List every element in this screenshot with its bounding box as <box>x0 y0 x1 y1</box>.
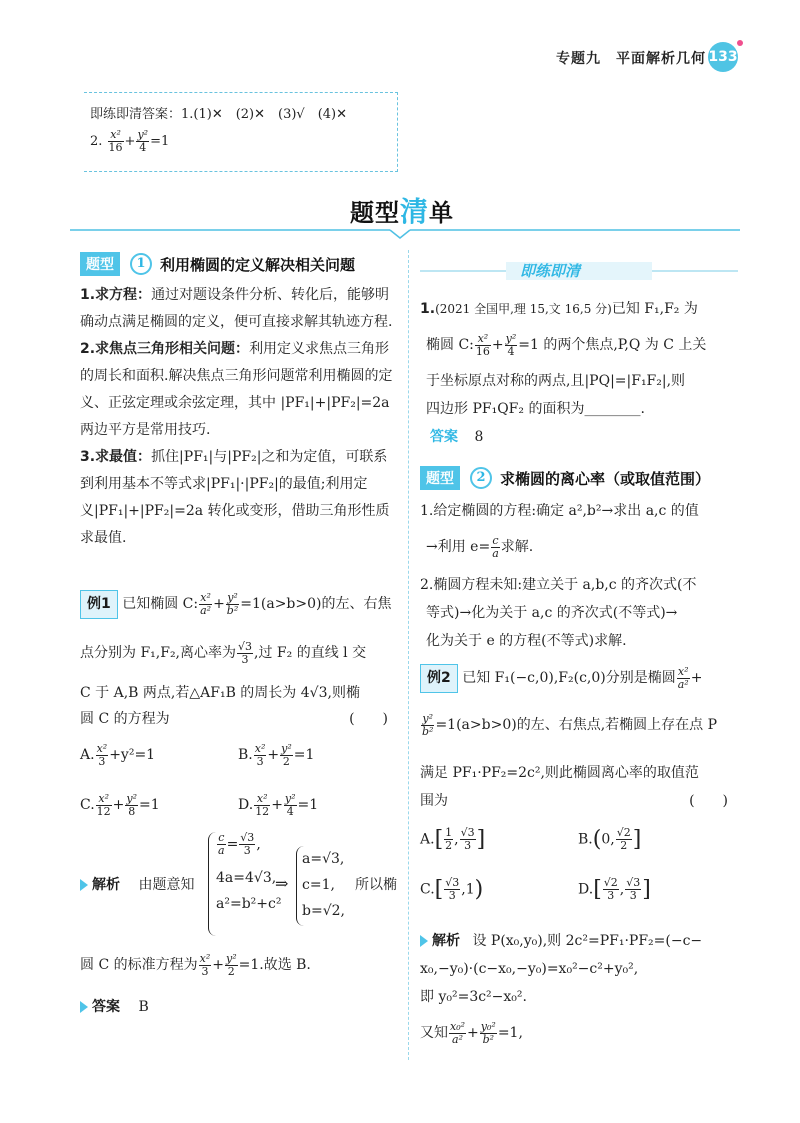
system2-row1: a=√3, <box>302 851 345 867</box>
topic-tag: 题型 <box>420 466 460 490</box>
example1-line4 <box>80 706 400 733</box>
fraction-y2-4: $\frac{\text{y²}}{4}$ <box>137 128 149 154</box>
topic2-item2-line3: 化为关于 e 的方程(不等式)求解. <box>426 633 627 649</box>
fraction-1-2: $\frac{1}{2}$ <box>445 826 453 852</box>
fraction-x2-a2: $\frac{\text{x²}}{\text{a²}}$ <box>677 664 689 691</box>
arrow-icon <box>420 935 428 947</box>
fraction-x2-3: $\frac{\text{x²}}{3}$ <box>96 741 108 768</box>
solution2-text-4b: =1, <box>497 1025 523 1041</box>
q1-number: 1. <box>420 301 436 317</box>
solution-conclusion-b: =1.故选 B. <box>238 957 311 973</box>
option-d: D. $\frac{\text{x²}}{12}$ + $\frac{\text{y²}}{4}$ =1 <box>238 791 319 818</box>
fraction-y2-4: $\frac{\text{y²}}{4}$ <box>505 331 517 358</box>
option-b-label: B. <box>238 747 253 763</box>
option-b: B. $\frac{\text{x²}}{3}$ + $\frac{\text{y²}}{2}$ =1 <box>238 741 315 768</box>
example1-line1: 例1 已知椭圆 C: $\frac{\text{x²}}{\text{a²}}$ + $\frac{\text{y²}}{\text{b²}}$ =1(a>b>0)的左、右焦 <box>80 590 400 619</box>
topic1-title: 利用椭圆的定义解决相关问题 <box>160 255 356 274</box>
answer-line-2-prefix: 2. <box>90 134 103 149</box>
solution2-line1 <box>420 928 740 955</box>
system1-row2: 4a=4√3, <box>216 870 277 886</box>
left-column <box>80 252 400 552</box>
solution2-line4: 又知 $\frac{\text{x₀²}}{\text{a²}}$ + $\frac{\text{y₀²}}{\text{b²}}$ =1, <box>420 1019 523 1046</box>
q1-answer-value: 8 <box>474 429 484 445</box>
fraction-sqrt3-3: $\frac{√3}{3}$ <box>626 876 641 902</box>
fraction-x02-a2: $\frac{\text{x₀²}}{\text{a²}}$ <box>450 1019 466 1046</box>
topic-tag: 题型 <box>80 252 120 276</box>
option-c-label: C. <box>80 797 95 813</box>
item2 <box>80 336 400 444</box>
answer-value: B <box>138 999 149 1015</box>
system-1 <box>216 832 281 915</box>
fraction-y02-b2: $\frac{\text{y₀²}}{\text{b²}}$ <box>480 1019 496 1046</box>
fraction-x2-12: $\frac{\text{x²}}{12}$ <box>96 791 111 818</box>
topic2-title: 求椭圆的离心率（或取值范围） <box>500 469 711 488</box>
fraction-sqrt2-2: $\frac{√2}{2}$ <box>616 826 631 852</box>
option2-d: D.[ $\frac{√2}{3}$ , $\frac{√3}{3}$ ] <box>578 876 651 902</box>
solution-tail: 所以椭 <box>355 877 397 893</box>
example2-tag: 例2 <box>420 664 458 693</box>
fraction-x2-16: $\frac{\text{x²}}{16}$ <box>475 331 490 358</box>
option-a-tail: +y²=1 <box>109 747 156 763</box>
system2-row3: b=√2, <box>302 903 345 919</box>
answer-line-2-suffix: =1 <box>150 134 170 149</box>
option2-c-label: C. <box>420 881 435 898</box>
fraction-sqrt3-3: $\frac{√3}{3}$ <box>460 826 475 852</box>
item3 <box>80 444 400 552</box>
answer-line-1: 即练即清答案：1.(1)✕ (2)✕ (3)√ (4)✕ <box>90 107 348 122</box>
arrow-icon <box>80 1001 88 1013</box>
example1-line3: C 于 A,B 两点,若△AF₁B 的周长为 4√3,则椭 <box>80 685 360 701</box>
fraction-x2-3: $\frac{\text{x²}}{3}$ <box>199 951 211 978</box>
answer-line-2: 2. $\frac{\text{x²}}{16}$ + $\frac{\text{y²}}{4}$ =1 <box>90 128 170 154</box>
example1-text-c: 点分别为 F₁,F₂,离心率为 <box>80 645 237 661</box>
topic2-item1-text-b: →利用 e= <box>426 539 491 555</box>
section-title <box>350 190 454 230</box>
q1-text-b: 已知 F₁,F₂ 为 <box>611 301 698 317</box>
topic2-item1-line1: 1.给定椭圆的方程:确定 a²,b²→求出 a,c 的值 <box>420 503 699 519</box>
solution2-line3: 即 y₀²=3c²−x₀². <box>420 989 527 1005</box>
example2-line3: 满足 PF₁·PF₂=2c²,则此椭圆离心率的取值范 <box>420 765 699 781</box>
q1-text-c: 椭圆 C: <box>426 337 474 353</box>
example1-text-b: =1(a>b>0)的左、右焦 <box>240 596 392 612</box>
fraction-y2-b2: $\frac{\text{y²}}{\text{b²}}$ <box>226 590 239 617</box>
fraction-y2-2: $\frac{\text{y²}}{2}$ <box>225 951 237 978</box>
answer-label: 答案 <box>92 999 120 1015</box>
system-2 <box>302 846 345 924</box>
example1-line2 <box>80 640 400 667</box>
q1-line3: 于坐标原点对称的两点,且|PQ|=|F₁F₂|,则 <box>426 373 686 389</box>
topic2-item1-line2 <box>426 534 533 561</box>
system2-row2: c=1, <box>302 877 335 893</box>
implies-icon: ⇒ <box>275 874 289 893</box>
fraction-x2-12: $\frac{\text{x²}}{12}$ <box>255 791 270 818</box>
solution2-line2: x₀,−y₀)·(c−x₀,−y₀)=x₀²−c²+y₀², <box>420 961 639 977</box>
option-c: C. $\frac{\text{x²}}{12}$ + $\frac{\text{y²}}{8}$ =1 <box>80 791 160 818</box>
answer-box <box>84 92 398 172</box>
page-number: 133 <box>708 42 738 72</box>
fraction-c-a: $\frac{c}{a}$ <box>218 831 225 857</box>
solution2-text-1: 设 P(x₀,y₀),则 2c²=PF₁·PF₂=(−c− <box>472 933 703 949</box>
column-divider <box>408 250 409 1060</box>
topic-number: 1 <box>130 253 152 275</box>
fraction-sqrt3-3: $\frac{√3}{3}$ <box>240 831 255 857</box>
option-c-eq: =1 <box>139 797 160 813</box>
option2-b: B.(0, $\frac{√2}{2}$ ] <box>578 826 642 852</box>
option-d-eq: =1 <box>297 797 319 813</box>
topic1-heading <box>80 252 400 276</box>
section-title-part-a: 题型 <box>350 199 400 227</box>
option-a <box>80 742 155 769</box>
example2-line4 <box>420 788 740 815</box>
q1-line1 <box>420 296 740 323</box>
solution-intro: 由题意知 <box>138 877 195 893</box>
fraction-c-a: $\frac{c}{a}$ <box>492 533 499 560</box>
topic2-item1-text-c: 求解. <box>500 539 534 555</box>
option2-c: C.[ $\frac{√3}{3}$ ,1) <box>420 876 484 902</box>
section-title-part-c: 单 <box>429 199 455 227</box>
solution-label: 解析 <box>92 877 120 893</box>
section-title-highlight: 清 <box>400 195 430 228</box>
item3-body: 抓住|PF₁|与|PF₂|之和为定值，可联系到利用基本不等式求|PF₁|·|PF₂|的最值;利用定义|PF₁|+|PF₂|=2a 转化或变形，借助三角形性质求最值. <box>80 449 390 546</box>
example2-text-d: 围为 <box>420 793 448 809</box>
q1-line2: 椭圆 C: $\frac{\text{x²}}{16}$ + $\frac{\text{y²}}{4}$ =1 的两个焦点,P,Q 为 C 上关 <box>426 331 707 358</box>
practice-title: 即练即清 <box>520 262 581 280</box>
answer-paren: ( ) <box>349 711 388 727</box>
example1-text-f: 圆 C 的方程为 <box>80 711 170 727</box>
fraction-y2-4: $\frac{\text{y²}}{4}$ <box>284 791 296 818</box>
example2-text-b: =1(a>b>0)的左、右焦点,若椭圆上存在点 P <box>435 717 718 733</box>
arrow-icon <box>80 879 88 891</box>
example1-text-a: 已知椭圆 C: <box>122 596 199 612</box>
q1-answer <box>430 424 483 451</box>
fraction-y2-b2: $\frac{\text{y²}}{\text{b²}}$ <box>422 711 434 738</box>
fraction-y2-8: $\frac{\text{y²}}{8}$ <box>126 791 138 818</box>
answer-paren: ( ) <box>689 793 728 809</box>
item1 <box>80 282 400 336</box>
item3-head: 3.求最值： <box>80 449 152 465</box>
item1-head: 1.求方程： <box>80 287 152 303</box>
system1-row3: a²=b²+c² <box>216 896 282 912</box>
item1-body: 通过对题设条件分析、转化后，能够明确动点满足椭圆的定义，便可直接求解其轨迹方程. <box>80 287 393 330</box>
option-b-eq: =1 <box>293 747 315 763</box>
page-dot-decoration <box>737 40 743 46</box>
example1-text-d: ,过 F₂ 的直线 l 交 <box>254 645 367 661</box>
solution2-text-4a: 又知 <box>420 1025 448 1041</box>
example2-line1: 例2 已知 F₁(−c,0),F₂(c,0)分别是椭圆 $\frac{\text{x²}}{\text{a²}}$ + <box>420 664 740 693</box>
item2-body: 利用定义求焦点三角形的周长和面积.解决焦点三角形问题常利用椭圆的定义、正弦定理或余弦定理，其中 |PF₁|+|PF₂|=2a 两边平方是常用技巧. <box>80 341 393 438</box>
item2-head: 2.求焦点三角形相关问题： <box>80 341 250 357</box>
example1-tag: 例1 <box>80 590 118 619</box>
fraction-sqrt3-3: $\frac{√3}{3}$ <box>445 876 460 902</box>
topic2-item2-line1: 2.椭圆方程未知:建立关于 a,b,c 的齐次式(不 <box>420 577 697 593</box>
fraction-sqrt2-3: $\frac{√2}{3}$ <box>603 876 618 902</box>
q1-line4: 四边形 PF₁QF₂ 的面积为________. <box>426 401 645 417</box>
solution1-conclusion: 圆 C 的标准方程为 $\frac{\text{x²}}{3}$ + $\frac{\text{y²}}{2}$ =1.故选 B. <box>80 951 311 978</box>
fraction-x2-16: $\frac{\text{x²}}{16}$ <box>108 128 123 154</box>
option-d-label: D. <box>238 797 254 813</box>
option2-b-label: B. <box>578 831 593 848</box>
example2-text-a: 已知 F₁(−c,0),F₂(c,0)分别是椭圆 <box>462 670 676 686</box>
topic-number: 2 <box>470 467 492 489</box>
solution1-label <box>80 872 194 899</box>
topic2-heading <box>420 466 710 490</box>
option2-a: A.[ $\frac{1}{2}$ , $\frac{√3}{3}$ ] <box>420 826 486 852</box>
option2-a-label: A. <box>420 831 435 848</box>
fraction-x2-3: $\frac{\text{x²}}{3}$ <box>254 741 266 768</box>
fraction-x2-a2: $\frac{\text{x²}}{\text{a²}}$ <box>200 590 212 617</box>
system1-row1: $\frac{c}{a}$ = $\frac{√3}{3}$ , <box>218 831 261 857</box>
option-a-label: A. <box>80 747 95 763</box>
answer1 <box>80 994 149 1021</box>
solution2-label: 解析 <box>432 933 460 949</box>
q1-source: (2021 全国甲,理 15,文 16,5 分) <box>435 302 612 316</box>
q1-answer-label: 答案 <box>430 429 458 445</box>
fraction-y2-2: $\frac{\text{y²}}{2}$ <box>281 741 292 768</box>
fraction-sqrt3-3: $\frac{√3}{3}$ <box>238 639 253 666</box>
q1-text-d: =1 的两个焦点,P,Q 为 C 上关 <box>518 337 707 353</box>
example2-line2 <box>420 712 740 739</box>
topic2-item2-line2: 等式)→化为关于 a,c 的齐次式(不等式)→ <box>426 605 678 621</box>
solution-conclusion-a: 圆 C 的标准方程为 <box>80 957 198 973</box>
running-header: 专题九 平面解析几何 <box>556 51 706 67</box>
option2-d-label: D. <box>578 881 594 898</box>
